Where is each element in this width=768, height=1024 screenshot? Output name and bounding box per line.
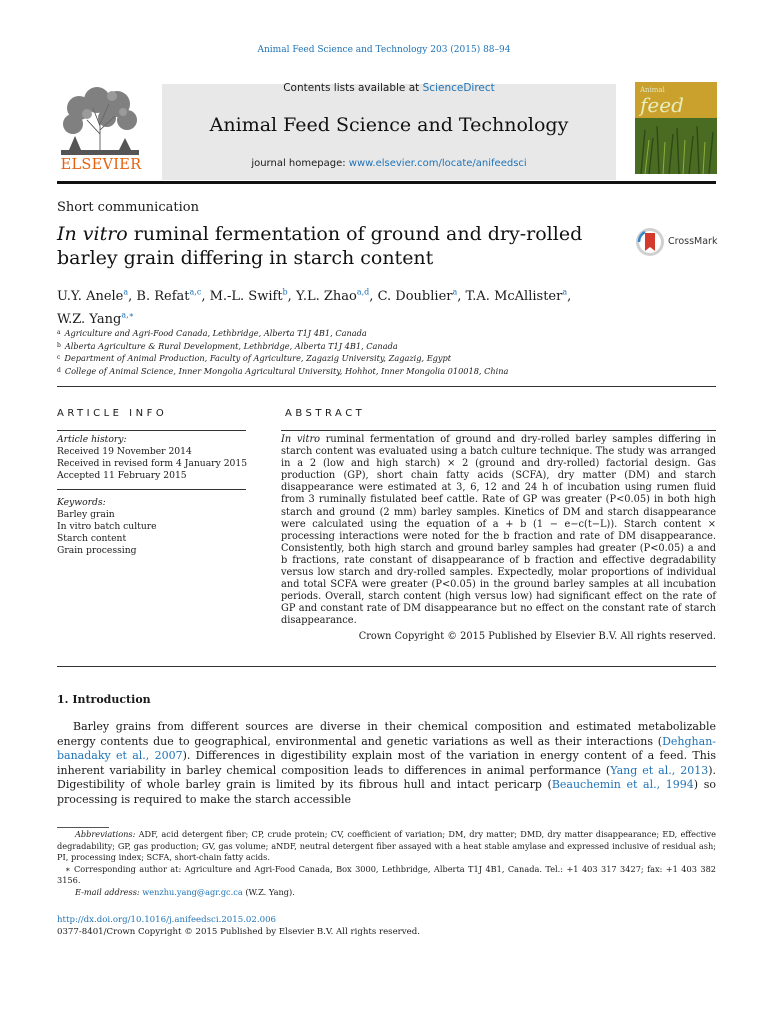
title-rest: ruminal fermentation of ground and dry-rolled barley grain differing in starch content [57,223,583,269]
contents-prefix: Contents lists available at [283,82,423,94]
masthead-rule [57,181,716,184]
affiliation: $^b$ Alberta Agriculture & Rural Development, Lethbridge, Alberta T1J 4B1, Canada [57,340,398,351]
article-history [57,434,247,482]
journal-name: Animal Feed Science and Technology [209,114,569,136]
author-list [57,284,657,329]
abstract-lead: In vitro [281,434,321,445]
email-link[interactable]: wenzhu.yang@agr.gc.ca [142,886,243,897]
affiliation: $^a$ Agriculture and Agri-Food Canada, Lethbridge, Alberta T1J 4B1, Canada [57,328,367,338]
cover-title-big: feed [640,93,684,117]
citation-link[interactable]: Dehghan-banadaky et al., 2007 [57,734,716,762]
doi-block [57,915,420,938]
received-date: Received 19 November 2014 [57,446,192,457]
intro-heading: 1. Introduction [57,693,151,706]
issn-line: 0377-8401/Crown Copyright © 2015 Published by Elsevier B.V. All rights reserved. [57,926,420,937]
doi-link[interactable]: http://dx.doi.org/10.1016/j.anifeedsci.2015.02.006 [57,915,277,925]
journal-reference[interactable]: Animal Feed Science and Technology 203 (2015) 88–94 [257,45,511,55]
divider [281,430,716,431]
author[interactable]: T.A. McAllister$^a$, [465,288,572,305]
title-italic: In vitro [57,223,128,245]
email-footnote: E-mail address: wenzhu.yang@agr.gc.ca (W.Z. Yang). [75,886,295,897]
intro-paragraph: Barley grains from different sources are diverse in their chemical composition and estimated metabolizable energy contents due to geographical, environmental and genetic variations as well as their interactions (Dehghan-banadaky et al., 2007). Differences in digestibility explain most of the variation in energy content of a feed. This inherent variability in barley chemical composition leads to differences in animal performance (Yang et al., 2013). Digestibility of whole barley grain is limited by its fibrous hull and intact pericarp (Beauchemin et al., 1994) so processing is required to make the starch accessible [57,720,717,806]
homepage-line [162,158,616,169]
abbreviations-footnote: Abbreviations: ADF, acid detergent fiber; CP, crude protein; CV, coefficient of variation; DM, dry matter; DMD, dry matter disappearance; ED, effective degradability; GP, gas production; GV, gas volume; aNDF, neutral detergent fiber assayed with a heat stable amylase and expressed inclusive of residual ash; PI, processing index; SCFA, short-chain fatty acids. [57,829,716,862]
sciencedirect-link[interactable]: ScienceDirect [422,82,495,94]
affiliation: $^d$ College of Animal Science, Inner Mongolia Agricultural University, Hohhot, Inner Mongolia 010018, China [57,365,509,376]
author[interactable]: U.Y. Anele$^a$, [57,288,137,305]
author[interactable]: M.-L. Swift$^b$, [209,288,296,305]
homepage-link[interactable]: www.elsevier.com/locate/anifeedsci [348,158,527,169]
corresponding-footnote: ∗ Corresponding author at: Agriculture and Agri-Food Canada, Box 3000, Lethbridge, Alberta T1J 4B1, Canada. Tel.: +1 403 317 3427; fax: +1 403 382 3156. [57,863,716,885]
author[interactable]: Y.L. Zhao$^{a,d}$, [295,288,378,305]
history-label: Article history: [57,434,127,445]
abstract-heading: ABSTRACT [285,408,366,419]
homepage-prefix: journal homepage: [251,158,349,169]
accepted-date: Accepted 11 February 2015 [57,470,187,481]
abstract-copyright: Crown Copyright © 2015 Published by Elsevier B.V. All rights reserved. [358,631,716,642]
revised-date: Received in revised form 4 January 2015 [57,458,248,469]
contents-line [162,82,616,94]
footnotes [57,829,716,898]
keyword: In vitro batch culture [57,521,157,532]
affiliation: $^c$ Department of Animal Production, Faculty of Agriculture, Zagazig University, Zagazig, Egypt [57,353,452,363]
citation-link[interactable]: Yang et al., 2013 [610,763,709,777]
abstract-body: ruminal fermentation of ground and dry-rolled barley samples differing in starch content was evaluated using a batch culture technique. The study was arranged in a 2 (low and high starch) × 2 (ground and dry-rolled) factorial design. Gas production (GP), short chain fatty acids (SCFA), dry matter (DM) and starch disappearance were estimated at 3, 6, 12 and 24 h of incubation using rumen fluid from 3 ruminally fistulated beef cattle. Rate of GP was greater (P<0.05) in both high starch and ground (2 mm) barley samples. Kinetics of DM and starch disappearance were calculated using the equation of a + b (1 − e−c(t−L)). Starch content × processing interactions were noted for the b fraction and rate of DM disappearance. Consistently, both high starch and ground barley samples had greater (P<0.05) a and b fractions, rate constant of disappearance of b fraction and effective degradability versus low starch and dry-rolled samples. Expectedly, molar proportions of individual and total SCFA were greater (P<0.05) in the ground barley samples at all incubation periods. Overall, starch content (high versus low) had significant effect on the rate of GP and constant rate of DM disappearance but no effect on the constant rate of starch disappearance. [281,434,716,627]
citation-link[interactable]: Beauchemin et al., 1994 [551,778,694,791]
article-type: Short communication [57,200,199,215]
keywords [57,497,157,557]
keyword: Grain processing [57,545,137,556]
crossmark-label[interactable]: CrossMark [668,236,718,247]
affiliations [57,327,508,377]
keyword: Starch content [57,533,127,544]
crossmark-icon[interactable] [635,227,665,257]
footnote-rule [57,827,109,828]
keywords-label: Keywords: [57,497,106,508]
divider [57,386,716,387]
cover-title-small: Animal [640,86,665,94]
divider [57,666,716,667]
divider [57,430,246,431]
keyword: Barley grain [57,509,115,520]
author[interactable]: B. Refat$^{a,c}$, [136,288,210,305]
author[interactable]: C. Doublier$^a$, [377,288,466,305]
elsevier-wordmark: ELSEVIER [60,157,142,173]
author[interactable]: W.Z. Yang$^{a,∗}$ [57,310,135,327]
article-info-heading: ARTICLE INFO [57,408,168,419]
abstract-text [281,434,716,628]
divider [57,489,246,490]
article-title [57,222,617,270]
